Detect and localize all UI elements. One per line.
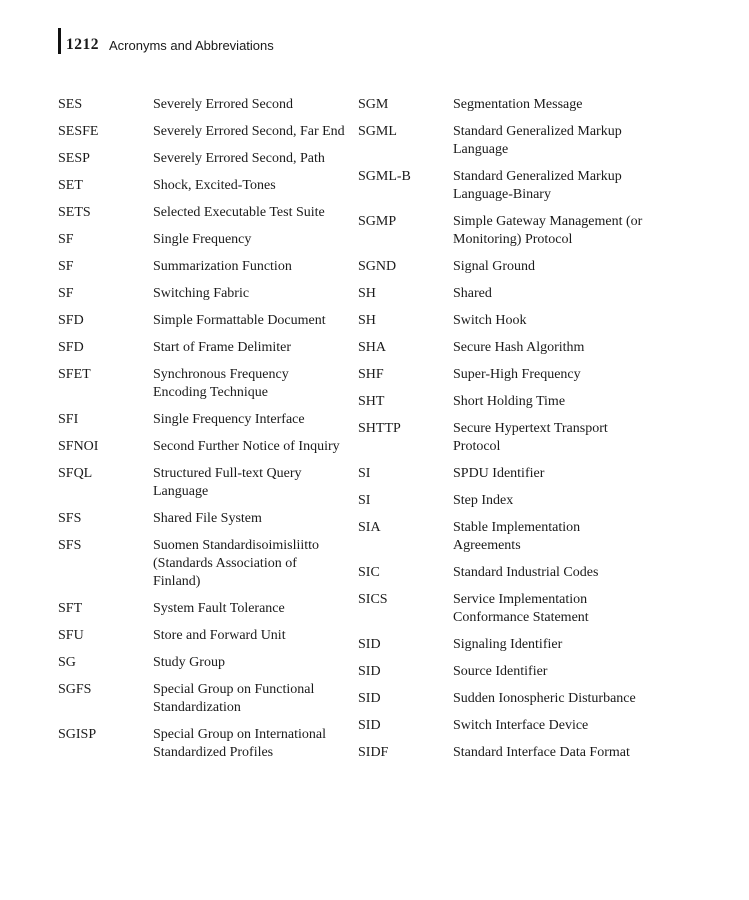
list-item	[358, 312, 658, 330]
definition: Severely Errored Second, Far End	[153, 124, 345, 139]
list-item	[358, 744, 658, 762]
acronym: SIC	[358, 565, 380, 580]
definition: Switch Hook	[453, 313, 527, 328]
definition: Step Index	[453, 493, 514, 508]
acronym: SES	[58, 97, 83, 112]
acronym: SHTTP	[358, 421, 401, 436]
acronym: SFET	[58, 367, 91, 382]
list-item	[58, 681, 348, 717]
acronym: SET	[58, 178, 83, 193]
definition: Stable Implementation Agreements	[453, 520, 581, 553]
acronym: SFD	[58, 340, 84, 355]
page-header	[58, 28, 274, 54]
list-item	[358, 420, 658, 456]
definition: Secure Hypertext Transport Protocol	[453, 421, 608, 454]
acronym: SIA	[358, 520, 381, 535]
definition: Summarization Function	[153, 259, 292, 274]
acronym: SGM	[358, 97, 389, 112]
acronym: SF	[58, 232, 74, 247]
list-item	[358, 690, 658, 708]
acronym: SGFS	[58, 682, 92, 697]
list-item	[358, 366, 658, 384]
definition: Synchronous Frequency Encoding Technique	[153, 367, 289, 400]
list-item	[58, 258, 348, 276]
list-item	[58, 600, 348, 618]
list-item	[58, 312, 348, 330]
definition: Standard Generalized Markup Language-Binary	[453, 169, 622, 202]
list-item	[58, 285, 348, 303]
acronym: SETS	[58, 205, 91, 220]
page-number: 1212	[66, 35, 99, 53]
definition: Special Group on Functional Standardization	[153, 682, 315, 715]
list-item	[358, 258, 658, 276]
list-item	[358, 663, 658, 681]
acronym: SESFE	[58, 124, 99, 139]
list-item	[358, 519, 658, 555]
acronym: SGND	[358, 259, 397, 274]
definition: Severely Errored Second, Path	[153, 151, 325, 166]
definition: Segmentation Message	[453, 97, 583, 112]
definition: Standard Generalized Markup Language	[453, 124, 622, 157]
definition: Super-High Frequency	[453, 367, 581, 382]
list-item	[58, 438, 348, 456]
acronym: SID	[358, 718, 381, 733]
list-item	[358, 492, 658, 510]
list-item	[58, 465, 348, 501]
definition: Simple Formattable Document	[153, 313, 326, 328]
acronym: SID	[358, 664, 381, 679]
acronym: SH	[358, 313, 376, 328]
list-item	[358, 591, 658, 627]
left-column	[58, 96, 348, 771]
acronym: SIDF	[358, 745, 389, 760]
definition: Shared File System	[153, 511, 262, 526]
acronym: SFS	[58, 538, 82, 553]
definition: Severely Errored Second	[153, 97, 293, 112]
definition: SPDU Identifier	[453, 466, 545, 481]
list-item	[58, 177, 348, 195]
list-item	[358, 393, 658, 411]
definition: Secure Hash Algorithm	[453, 340, 585, 355]
acronym: SICS	[358, 592, 388, 607]
definition: Suomen Standardisoimisliitto (Standards Association of Finland)	[153, 538, 320, 589]
list-item	[58, 537, 348, 591]
right-column	[358, 96, 658, 771]
definition: Standard Industrial Codes	[453, 565, 599, 580]
list-item	[58, 726, 348, 762]
list-item	[358, 285, 658, 303]
definition: Standard Interface Data Format	[453, 745, 630, 760]
acronym: SI	[358, 493, 371, 508]
definition: System Fault Tolerance	[153, 601, 285, 616]
definition: Store and Forward Unit	[153, 628, 286, 643]
definition: Structured Full-text Query Language	[153, 466, 302, 499]
acronym: SF	[58, 286, 74, 301]
list-item	[58, 654, 348, 672]
definition: Start of Frame Delimiter	[153, 340, 292, 355]
definition: Sudden Ionospheric Disturbance	[453, 691, 636, 706]
acronym: SG	[58, 655, 76, 670]
acronym: SGML	[358, 124, 397, 139]
definition: Simple Gateway Management (or Monitoring) Protocol	[453, 214, 643, 247]
definition: Shared	[453, 286, 492, 301]
list-item	[358, 636, 658, 654]
definition: Switching Fabric	[153, 286, 250, 301]
list-item	[58, 627, 348, 645]
acronym: SF	[58, 259, 74, 274]
acronym: SID	[358, 691, 381, 706]
acronym: SGML-B	[358, 169, 411, 184]
list-item	[358, 213, 658, 249]
acronym: SID	[358, 637, 381, 652]
list-item	[358, 564, 658, 582]
definition: Signaling Identifier	[453, 637, 563, 652]
list-item	[58, 411, 348, 429]
list-item	[358, 339, 658, 357]
acronym: SHT	[358, 394, 385, 409]
definition: Source Identifier	[453, 664, 548, 679]
list-item	[358, 123, 658, 159]
list-item	[58, 231, 348, 249]
acronym: SFNOI	[58, 439, 99, 454]
definition: Special Group on International Standardized Profiles	[153, 727, 327, 760]
list-item	[58, 150, 348, 168]
acronym: SGMP	[358, 214, 397, 229]
definition: Single Frequency Interface	[153, 412, 305, 427]
list-item	[358, 96, 658, 114]
definition: Second Further Notice of Inquiry	[153, 439, 340, 454]
definition: Shock, Excited-Tones	[153, 178, 276, 193]
acronym: SFU	[58, 628, 84, 643]
header-rule	[58, 28, 61, 54]
definition: Single Frequency	[153, 232, 252, 247]
running-head: Acronyms and Abbreviations	[109, 38, 274, 53]
acronym: SGISP	[58, 727, 97, 742]
list-item	[58, 204, 348, 222]
definition: Service Implementation Conformance Statement	[453, 592, 589, 625]
list-item	[358, 465, 658, 483]
definition: Study Group	[153, 655, 225, 670]
list-item	[58, 510, 348, 528]
acronym: SESP	[58, 151, 90, 166]
list-item	[58, 96, 348, 114]
list-item	[358, 717, 658, 735]
definition: Switch Interface Device	[453, 718, 589, 733]
acronym: SI	[358, 466, 371, 481]
acronym: SHA	[358, 340, 387, 355]
list-item	[58, 339, 348, 357]
list-item	[58, 123, 348, 141]
acronym: SFQL	[58, 466, 93, 481]
definition: Selected Executable Test Suite	[153, 205, 325, 220]
acronym: SFD	[58, 313, 84, 328]
definition: Short Holding Time	[453, 394, 566, 409]
acronym: SFS	[58, 511, 82, 526]
list-item	[58, 366, 348, 402]
acronym: SH	[358, 286, 376, 301]
definition: Signal Ground	[453, 259, 536, 274]
list-item	[358, 168, 658, 204]
acronym: SFT	[58, 601, 83, 616]
acronym: SFI	[58, 412, 79, 427]
acronym: SHF	[358, 367, 384, 382]
